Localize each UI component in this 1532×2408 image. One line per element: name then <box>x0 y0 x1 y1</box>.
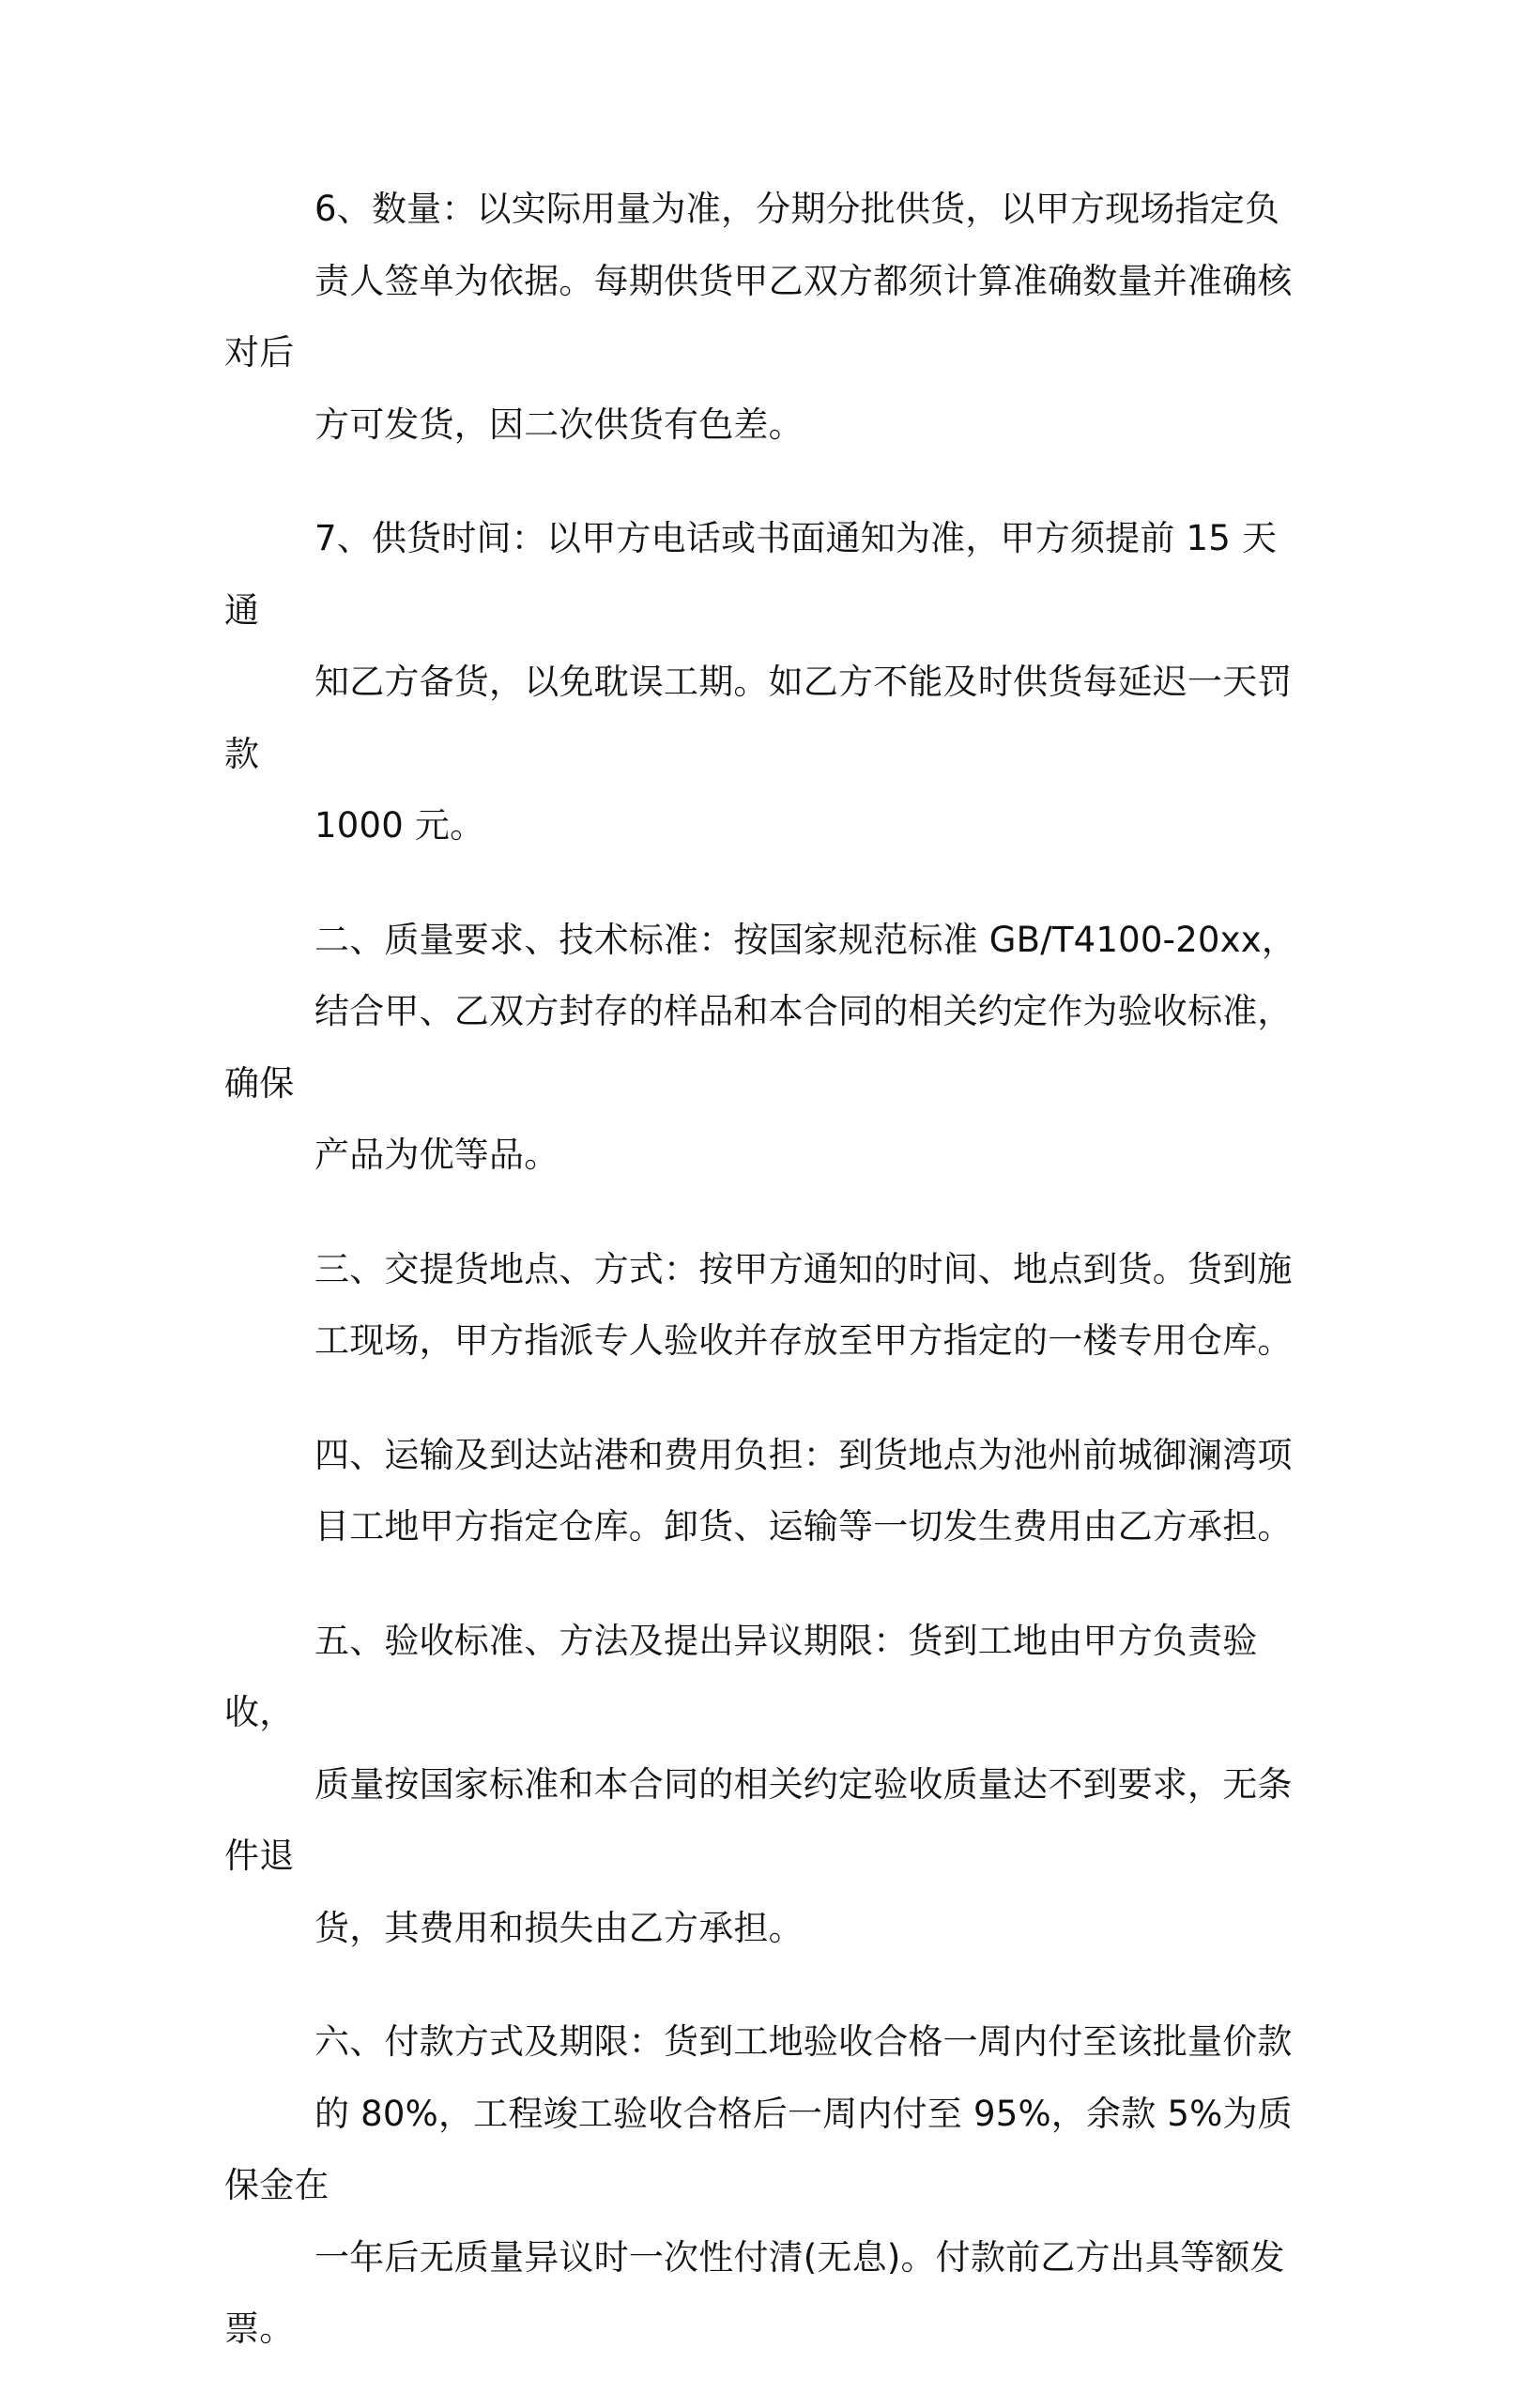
clause-4-transport <box>224 1420 1304 1563</box>
text-line: 方可发货，因二次供货有色差。 <box>314 404 804 445</box>
document-body <box>224 174 1304 2408</box>
text-line: 责人签单为依据。每期供货甲乙双方都须计算准确数量并准确核对后 <box>224 260 1293 373</box>
text-line: 六、付款方式及期限：货到工地验收合格一周内付至该批量价款 <box>314 2021 1293 2062</box>
text-line: 工现场，甲方指派专人验收并存放至甲方指定的一楼专用仓库。 <box>314 1320 1293 1361</box>
clause-6-quantity <box>224 174 1304 461</box>
text-line: 质量按国家标准和本合同的相关约定验收质量达不到要求，无条件退 <box>224 1763 1293 1876</box>
clause-2-quality <box>224 905 1304 1192</box>
clause-5-acceptance <box>224 1606 1304 1965</box>
text-line: 五、验收标准、方法及提出异议期限：货到工地由甲方负责验收， <box>224 1620 1258 1732</box>
clause-7-supply-time <box>224 503 1304 862</box>
text-line: 目工地甲方指定仓库。卸货、运输等一切发生费用由乙方承担。 <box>314 1506 1293 1547</box>
text-line: 知乙方备货，以免耽误工期。如乙方不能及时供货每延迟一天罚款 <box>224 662 1293 774</box>
clause-3-delivery <box>224 1234 1304 1378</box>
text-line: 的 80%，工程竣工验收合格后一周内付至 95%，余款 5%为质保金在 <box>224 2093 1293 2205</box>
text-line: 6、数量：以实际用量为准，分期分批供货，以甲方现场指定负 <box>314 189 1280 229</box>
text-line: 货，其费用和损失由乙方承担。 <box>314 1907 804 1948</box>
text-line: 产品为优等品。 <box>314 1135 559 1175</box>
text-line: 1000 元。 <box>314 805 485 846</box>
text-line: 7、供货时间：以甲方电话或书面通知为准，甲方须提前 15 天通 <box>224 518 1278 631</box>
text-line: 二、质量要求、技术标准：按国家规范标准 GB/T4100-20xx， <box>314 919 1297 960</box>
text-line: 四、运输及到达站港和费用负担：到货地点为池州前城御澜湾项 <box>314 1434 1293 1475</box>
clause-6-payment <box>224 2006 1304 2366</box>
text-line: 三、交提货地点、方式：按甲方通知的时间、地点到货。货到施 <box>314 1248 1293 1289</box>
text-line: 一年后无质量异议时一次性付清(无息)。付款前乙方出具等额发票。 <box>224 2236 1285 2349</box>
text-line: 结合甲、乙双方封存的样品和本合同的相关约定作为验收标准，确保 <box>224 991 1293 1104</box>
